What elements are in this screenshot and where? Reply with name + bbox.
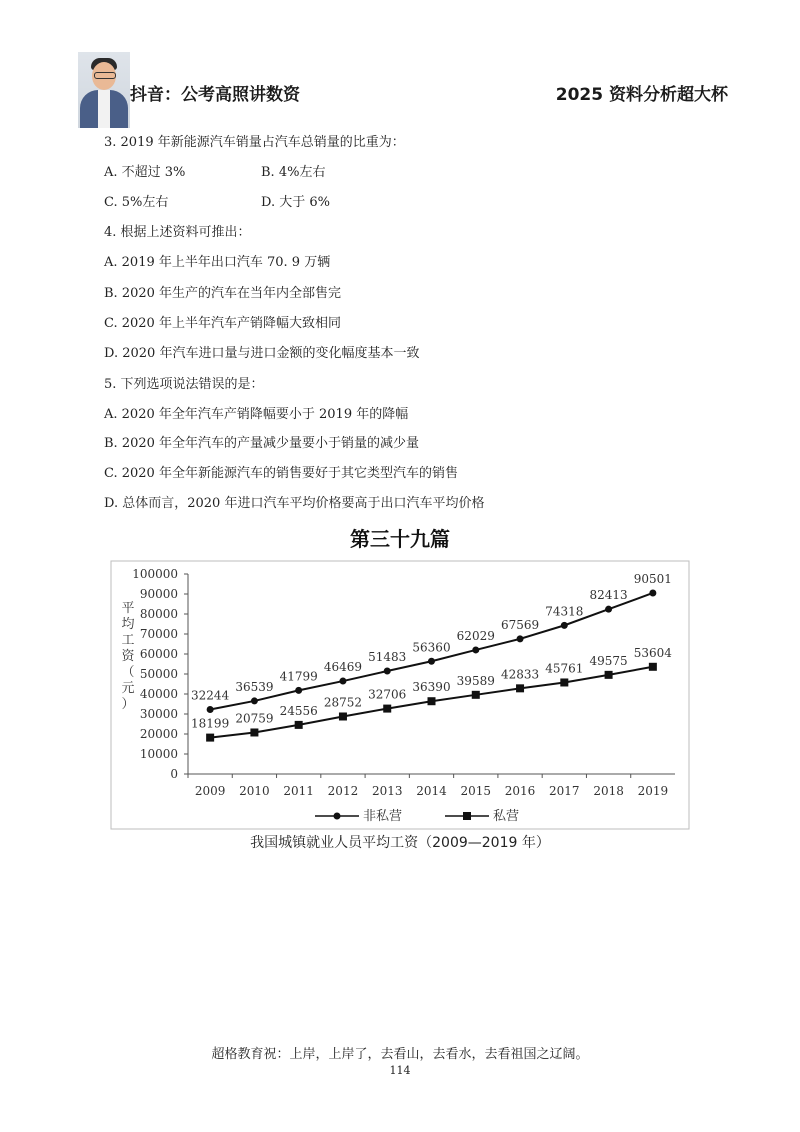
- y-tick-label: 70000: [139, 627, 178, 641]
- data-point-non-private: [251, 697, 258, 704]
- data-point-private: [295, 721, 303, 729]
- x-tick-label: 2010: [239, 784, 270, 798]
- question-5-option-c: C. 2020 年全年新能源汽车的销售要好于其它类型汽车的销售: [104, 466, 458, 481]
- data-label-private: 53604: [633, 645, 672, 660]
- data-label-private: 42833: [500, 667, 540, 682]
- y-axis-title-char: ）: [121, 697, 135, 712]
- x-tick-label: 2013: [371, 784, 403, 798]
- data-label-private: 18199: [191, 716, 230, 731]
- legend-marker-non-private: [334, 813, 341, 820]
- data-label-private: 36390: [412, 680, 451, 695]
- question-5-option-b: B. 2020 年全年汽车的产量减少量要小于销量的减少量: [104, 436, 420, 451]
- data-point-private: [560, 678, 568, 686]
- y-axis-title-char: 资: [121, 649, 135, 664]
- data-label-non-private: 41799: [279, 669, 318, 684]
- y-axis-title-char: （: [121, 665, 135, 680]
- data-point-private: [383, 705, 391, 713]
- data-label-non-private: 82413: [589, 588, 628, 603]
- data-point-non-private: [339, 678, 346, 685]
- data-label-non-private: 56360: [412, 640, 451, 655]
- data-label-non-private: 74318: [545, 604, 584, 619]
- data-label-private: 49575: [589, 653, 628, 668]
- data-point-non-private: [517, 635, 524, 642]
- legend-label-non-private: 非私营: [363, 809, 403, 824]
- x-tick-label: 2011: [283, 784, 314, 798]
- data-label-non-private: 46469: [323, 660, 363, 675]
- question-4-option-c: C. 2020 年上半年汽车产销降幅大致相同: [104, 316, 341, 331]
- x-tick-label: 2015: [460, 784, 492, 798]
- y-tick-label: 50000: [139, 667, 178, 681]
- y-axis-title-char: 均: [121, 617, 135, 632]
- y-tick-label: 90000: [139, 587, 178, 601]
- y-tick-label: 40000: [139, 687, 178, 701]
- data-point-private: [472, 691, 480, 699]
- data-label-non-private: 36539: [235, 679, 274, 694]
- legend-marker-private: [463, 812, 471, 820]
- question-3-option-a: A. 不超过 3%: [104, 165, 186, 180]
- x-tick-label: 2019: [637, 784, 669, 798]
- question-3-option-d: D. 大于 6%: [261, 195, 330, 210]
- data-point-non-private: [428, 658, 435, 665]
- data-label-private: 20759: [235, 711, 274, 726]
- data-point-private: [516, 684, 524, 692]
- question-4-option-b: B. 2020 年生产的汽车在当年内全部售完: [104, 286, 342, 301]
- data-point-private: [605, 671, 613, 679]
- y-axis-title-char: 平: [121, 601, 135, 616]
- author-avatar: [78, 52, 130, 128]
- question-3-option-b: B. 4%左右: [261, 165, 326, 180]
- y-tick-label: 0: [170, 767, 178, 781]
- y-tick-label: 10000: [139, 747, 178, 761]
- wage-line-chart: [110, 560, 690, 830]
- data-label-non-private: 62029: [456, 628, 495, 643]
- data-point-non-private: [561, 622, 568, 629]
- data-point-private: [428, 697, 436, 705]
- question-5-option-d: D. 总体而言，2020 年进口汽车平均价格要高于出口汽车平均价格: [104, 496, 485, 511]
- question-3-stem: 3. 2019 年新能源汽车销量占汽车总销量的比重为：: [104, 135, 405, 150]
- data-point-private: [649, 663, 657, 671]
- legend-label-private: 私营: [493, 809, 520, 824]
- question-4-option-d: D. 2020 年汽车进口量与进口金额的变化幅度基本一致: [104, 346, 420, 361]
- data-label-private: 32706: [368, 687, 407, 702]
- y-tick-label: 100000: [132, 567, 178, 581]
- y-tick-label: 30000: [139, 707, 178, 721]
- data-point-private: [206, 734, 214, 742]
- data-point-private: [339, 712, 347, 720]
- data-label-non-private: 67569: [500, 617, 540, 632]
- header-series-text: 2025 资料分析超大杯: [555, 85, 728, 105]
- y-tick-label: 60000: [139, 647, 178, 661]
- data-label-private: 24556: [279, 703, 318, 718]
- x-tick-label: 2012: [327, 784, 359, 798]
- data-point-non-private: [649, 589, 656, 596]
- x-tick-label: 2016: [504, 784, 536, 798]
- data-label-non-private: 32244: [191, 688, 230, 703]
- question-3-option-c: C. 5%左右: [104, 195, 169, 210]
- page-header: [78, 52, 728, 130]
- question-4-option-a: A. 2019 年上半年出口汽车 70. 9 万辆: [104, 255, 331, 270]
- data-label-non-private: 90501: [633, 571, 672, 586]
- page-number: 114: [389, 1064, 411, 1077]
- data-point-non-private: [384, 668, 391, 675]
- question-5-stem: 5. 下列选项说法错误的是：: [104, 377, 264, 392]
- x-tick-label: 2017: [549, 784, 580, 798]
- y-tick-label: 80000: [139, 607, 178, 621]
- data-point-non-private: [605, 606, 612, 613]
- article-title: 第三十九篇: [350, 527, 450, 551]
- data-point-non-private: [295, 687, 302, 694]
- question-4-stem: 4. 根据上述资料可推出：: [104, 225, 251, 240]
- data-label-private: 39589: [456, 673, 495, 688]
- chart-caption: 我国城镇就业人员平均工资（2009—2019 年）: [250, 835, 550, 851]
- y-tick-label: 20000: [139, 727, 178, 741]
- data-label-non-private: 51483: [368, 650, 407, 665]
- data-point-non-private: [207, 706, 214, 713]
- x-tick-label: 2009: [194, 784, 226, 798]
- x-tick-label: 2014: [416, 784, 447, 798]
- y-axis-title-char: 元: [121, 681, 135, 696]
- x-tick-label: 2018: [593, 784, 624, 798]
- data-label-private: 28752: [323, 695, 363, 710]
- y-axis-title-char: 工: [121, 633, 135, 648]
- header-channel-text: 抖音：公考高照讲数资: [130, 85, 300, 105]
- data-point-non-private: [472, 646, 479, 653]
- question-5-option-a: A. 2020 年全年汽车产销降幅要小于 2019 年的降幅: [104, 407, 409, 422]
- footer-slogan: 超格教育祝：上岸，上岸了，去看山，去看水，去看祖国之辽阔。: [211, 1047, 589, 1062]
- data-point-private: [250, 728, 258, 736]
- data-label-private: 45761: [545, 661, 584, 676]
